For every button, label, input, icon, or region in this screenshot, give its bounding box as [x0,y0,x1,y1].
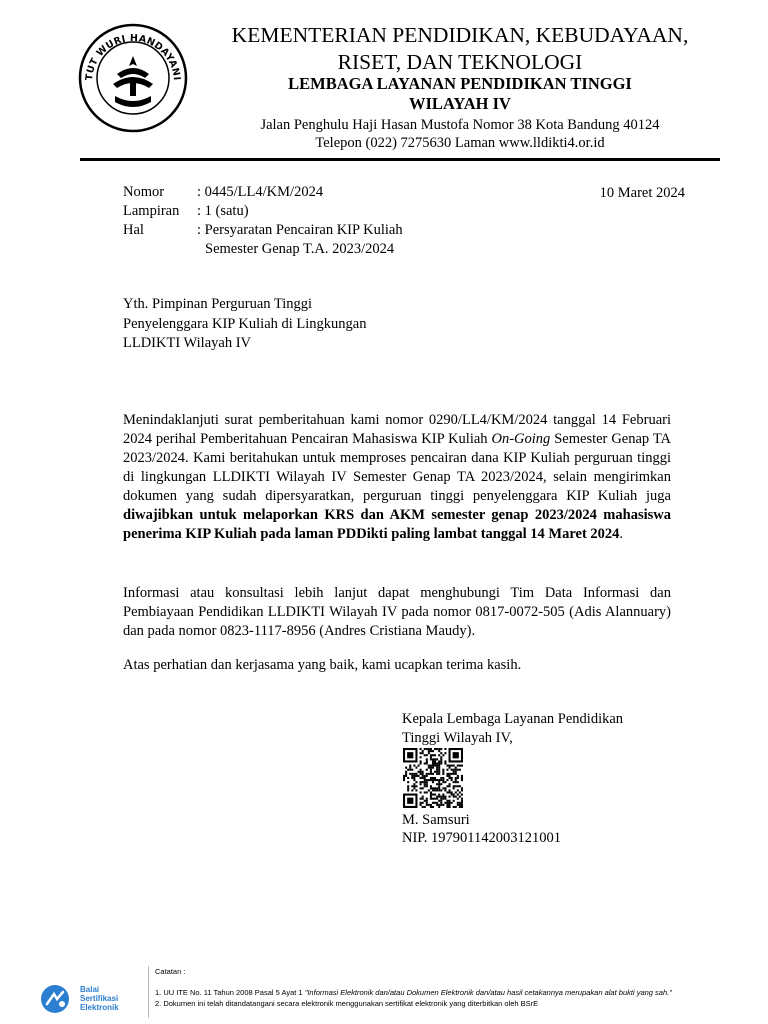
signatory-name: M. Samsuri [402,812,470,828]
signatory-title-line2: Tinggi Wilayah IV, [402,730,513,746]
letter-date: 10 Maret 2024 [599,185,685,201]
agency-name-line2: WILAYAH IV [409,94,511,113]
letterhead-divider [80,158,720,161]
tut-wuri-handayani-emblem [77,22,189,134]
signatory-title-line1: Kepala Lembaga Layanan Pendidikan [402,711,624,727]
footer-note-1: 1. UU ITE No. 11 Tahun 2008 Pasal 5 Ayat 1 "Informasi Elektronik dan/atau Dokumen Elektronik dan/atau hasil cetakannya merupakan alat bukti yang sah." [155,988,672,997]
lampiran-label: Lampiran [123,203,180,219]
bsre-name-line1: Balai [80,985,100,994]
bsre-name-line2: Sertifikasi [80,994,119,1003]
agency-address: Jalan Penghulu Haji Hasan Mustofa Nomor 38 Kota Bandung 40124 [260,117,660,133]
signatory-nip: NIP. 197901142003121001 [402,830,561,846]
recipient-line1: Yth. Pimpinan Perguruan Tinggi [123,296,313,312]
ministry-name-line2: RISET, DAN TEKNOLOGI [337,50,583,74]
body-paragraph-3: Atas perhatian dan kerjasama yang baik, kami ucapkan terima kasih. [123,657,522,673]
body-paragraph-2: Informasi atau konsultasi lebih lanjut dapat menghubungi Tim Data Informasi dan Pembiayaan Pendidikan LLDIKTI Wilayah IV pada nomor 0817-0072-505 (Adis Alannuary) dan pada nomor 0823-1117-8956 (Andres Cristiana Maudy). [123,585,671,639]
hal-label: Hal [123,222,144,238]
footer-catatan-label: Catatan : [155,967,186,976]
hal-value-line1: : Persyaratan Pencairan KIP Kuliah [197,222,403,238]
hal-value-line2: Semester Genap T.A. 2023/2024 [205,241,395,257]
agency-name-line1: LEMBAGA LAYANAN PENDIDIKAN TINGGI [288,74,632,93]
recipient-line2: Penyelenggara KIP Kuliah di Lingkungan [123,316,367,332]
ministry-name-line1: KEMENTERIAN PENDIDIKAN, KEBUDAYAAN, [231,23,689,47]
nomor-label: Nomor [123,184,165,200]
bsre-logo-icon [40,984,70,1014]
footer-note-2: 2. Dokumen ini telah ditandatangani secara elektronik menggunakan sertifikat elektronik yang diterbitkan oleh BSrE [155,999,539,1008]
bsre-name-line3: Elektronik [80,1003,119,1012]
agency-contact: Telepon (022) 7275630 Laman www.lldikti4.or.id [315,135,605,151]
recipient-line3: LLDIKTI Wilayah IV [123,335,251,351]
nomor-value: : 0445/LL4/KM/2024 [197,184,324,200]
footer-divider [148,966,149,1018]
lampiran-value: : 1 (satu) [197,203,249,219]
body-paragraph-1: Menindaklanjuti surat pemberitahuan kami nomor 0290/LL4/KM/2024 tanggal 14 Februari 2024 perihal Pemberitahuan Pencairan Mahasiswa KIP Kuliah On-Going Semester Genap TA 2023/2024. Kami beritahukan untuk memproses pencairan dana KIP Kuliah perguruan tinggi di lingkungan LLDIKTI Wilayah IV Semester Genap TA 2023/2024, selain mengirimkan dokumen yang sudah dipersyaratkan, perguruan tinggi penyelenggara KIP Kuliah juga diwajibkan untuk melaporkan KRS dan AKM semester genap 2023/2024 mahasiswa penerima KIP Kuliah pada laman PDDikti paling lambat tanggal 14 Maret 2024. [123,412,672,542]
svg-text:TUT WURI HANDAYANI: TUT WURI HANDAYANI [83,32,183,82]
signature-qr-code [403,748,463,808]
